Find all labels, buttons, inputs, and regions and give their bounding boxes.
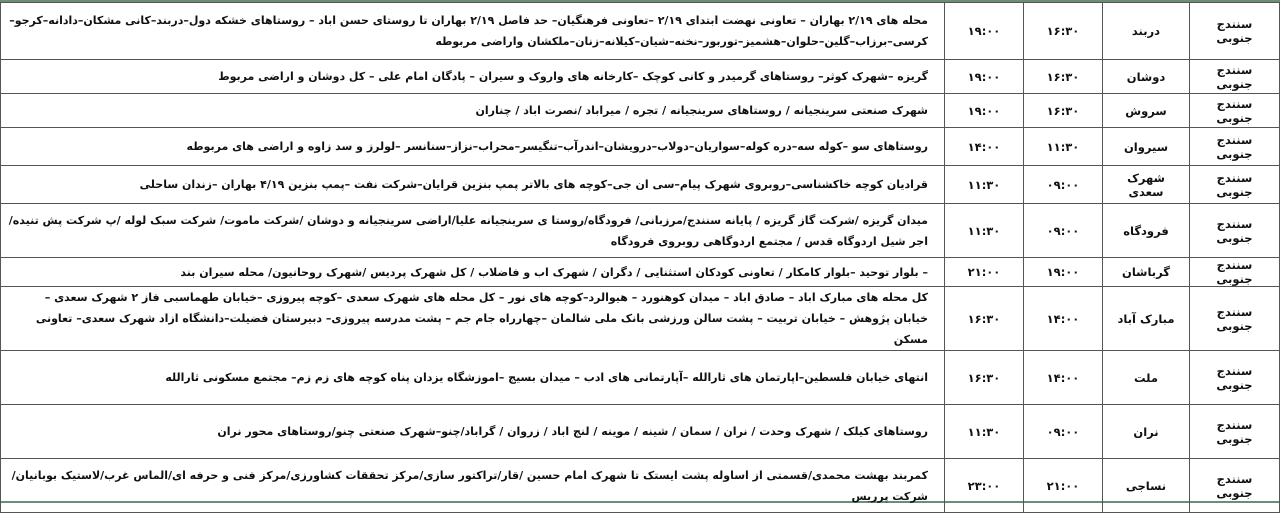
- area-cell: نران: [1103, 405, 1190, 459]
- end-time-cell: ۱۹:۰۰: [945, 3, 1024, 60]
- table-row: [1, 351, 1280, 405]
- table-row: [1, 258, 1280, 287]
- area-cell: دربند: [1103, 3, 1190, 60]
- end-time-cell: ۱۱:۳۰: [945, 166, 1024, 204]
- end-time-cell: ۱۱:۳۰: [945, 405, 1024, 459]
- affected-locations-cell: گریزه –شهرک کوثر– روستاهای گرمیدر و کانی کوچک –کارخانه های واروک و سیران – پادگان امام علی – کل دوشان و اراضی مربوط: [1, 60, 945, 94]
- table-row: [1, 128, 1280, 166]
- affected-locations-cell: – بلوار توحید –بلوار کامکار / تعاونی کودکان استثنایی / دگران / شهرک اب و فاضلاب / کل شهرک پردیس /شهرک روحانیون/ محله سیران بند: [1, 258, 945, 287]
- end-time-cell: ۱۴:۰۰: [945, 128, 1024, 166]
- region-cell: سنندج جنوبی: [1190, 60, 1280, 94]
- table-row: [1, 166, 1280, 204]
- affected-locations-cell: انتهای خیابان فلسطین–اپارتمان های ثارالله –آپارتمانی های ادب – میدان بسیج –اموزشگاه یزدان پناه کوچه های زم زم– مجتمع مسکونی ثارالله: [1, 351, 945, 405]
- start-time-cell: ۱۴:۰۰: [1024, 287, 1103, 351]
- affected-locations-cell: کمربند بهشت محمدی/قسمتی از اساوله پشت ایستک تا شهرک امام حسین /قار/تراکتور سازی/مرکز تحققات کشاورزی/مرکز فنی و حرفه ای/الماس غرب/لاستیک بوبانیان/شرکت پرریس: [1, 459, 945, 513]
- region-cell: سنندج جنوبی: [1190, 166, 1280, 204]
- affected-locations-cell: قرادیان کوچه خاکشناسی–روبروی شهرک پیام–سی ان جی–کوچه های بالاتر پمپ بنزین قرایان–شرکت نفت –پمپ بنزین ۴/۱۹ بهاران –زندان ساحلی: [1, 166, 945, 204]
- affected-locations-cell: روستاهای کیلک / شهرک وحدت / نران / سمان / شینه / موینه / لنج اباد / زروان / گراباد/چنو–شهرک صنعتی چنو/روستاهای محور نران: [1, 405, 945, 459]
- region-cell: سنندج جنوبی: [1190, 287, 1280, 351]
- end-time-cell: ۱۹:۰۰: [945, 60, 1024, 94]
- area-cell: فرودگاه: [1103, 204, 1190, 258]
- end-time-cell: ۲۳:۰۰: [945, 459, 1024, 513]
- region-cell: سنندج جنوبی: [1190, 204, 1280, 258]
- affected-locations-cell: میدان گریزه /شرکت گاز گریزه / پایانه سنندج/مرزبانی/ فرودگاه/روستا ی سرینجیانه علیا/اراضی سرینجیانه و دوشان /شرکت ماموت/ شرکت سبک لوله /پ شرکت پش تنیده/اجر شیل اردوگاه قدس / مجتمع اردوگاهی روبروی فرودگاه: [1, 204, 945, 258]
- start-time-cell: ۲۱:۰۰: [1024, 459, 1103, 513]
- affected-locations-cell: شهرک صنعتی سرینجیانه / روستاهای سرینجیانه / تجره / میراباد /نصرت اباد / چناران: [1, 94, 945, 128]
- region-cell: سنندج جنوبی: [1190, 351, 1280, 405]
- table-row: [1, 204, 1280, 258]
- start-time-cell: ۱۶:۳۰: [1024, 94, 1103, 128]
- start-time-cell: ۱۹:۰۰: [1024, 258, 1103, 287]
- start-time-cell: ۱۱:۳۰: [1024, 128, 1103, 166]
- table-row: [1, 3, 1280, 60]
- table-row: [1, 459, 1280, 513]
- outage-schedule-table: [0, 2, 1280, 513]
- area-cell: ملت: [1103, 351, 1190, 405]
- region-cell: سنندج جنوبی: [1190, 3, 1280, 60]
- start-time-cell: ۱۶:۳۰: [1024, 3, 1103, 60]
- end-time-cell: ۲۱:۰۰: [945, 258, 1024, 287]
- start-time-cell: ۱۴:۰۰: [1024, 351, 1103, 405]
- area-cell: گرباشان: [1103, 258, 1190, 287]
- start-time-cell: ۰۹:۰۰: [1024, 204, 1103, 258]
- area-cell: سروش: [1103, 94, 1190, 128]
- table-row: [1, 287, 1280, 351]
- region-cell: سنندج جنوبی: [1190, 258, 1280, 287]
- affected-locations-cell: کل محله های مبارک اباد – صادق اباد – میدان کوهنورد – هیوالرد–کوچه های نور – کل محله های شهرک سعدی –کوچه پیروزی –خیابان طهماسبی فاز ۲ شهرک سعدی – خیابان پژوهش – خیابان تربیت – پشت سالن ورزشی بانک ملی شالمان –چهارراه جام جم – پشت مدرسه پیروزی– دبیرستان فضیلت–دانشگاه ازاد شهرک سعدی– تعاونی مسکن: [1, 287, 945, 351]
- area-cell: دوشان: [1103, 60, 1190, 94]
- area-cell: شهرک سعدی: [1103, 166, 1190, 204]
- region-cell: سنندج جنوبی: [1190, 94, 1280, 128]
- end-time-cell: ۱۶:۳۰: [945, 287, 1024, 351]
- start-time-cell: ۰۹:۰۰: [1024, 166, 1103, 204]
- affected-locations-cell: روستاهای سو –کوله سه–دره کوله–سواریان–دولاب–درویشان–اندرآب–تنگیسر–محراب–نزاز–سنانسر –لولرز و سد زاوه و اراضی های مربوطه: [1, 128, 945, 166]
- region-cell: سنندج جنوبی: [1190, 459, 1280, 513]
- affected-locations-cell: محله های ۲/۱۹ بهاران – تعاونی نهضت ابتدای ۲/۱۹ –تعاونی فرهنگیان– حد فاصل ۲/۱۹ بهاران تا روستای حسن اباد – روستاهای خشکه دول–دربند–کانی مشکان–دادانه–کرجو–کرسی–برزاب–گلین–حلوان–هشمیز–توربور–نخنه–شیان–کیلانه–زنان–ملکشان واراضی مربوطه: [1, 3, 945, 60]
- start-time-cell: ۰۹:۰۰: [1024, 405, 1103, 459]
- region-cell: سنندج جنوبی: [1190, 405, 1280, 459]
- start-time-cell: ۱۶:۳۰: [1024, 60, 1103, 94]
- region-cell: سنندج جنوبی: [1190, 128, 1280, 166]
- table-row: [1, 405, 1280, 459]
- area-cell: مبارک آباد: [1103, 287, 1190, 351]
- area-cell: سیروان: [1103, 128, 1190, 166]
- end-time-cell: ۱۱:۳۰: [945, 204, 1024, 258]
- end-time-cell: ۱۹:۰۰: [945, 94, 1024, 128]
- table-row: [1, 94, 1280, 128]
- table-row: [1, 60, 1280, 94]
- area-cell: نساجی: [1103, 459, 1190, 513]
- end-time-cell: ۱۶:۳۰: [945, 351, 1024, 405]
